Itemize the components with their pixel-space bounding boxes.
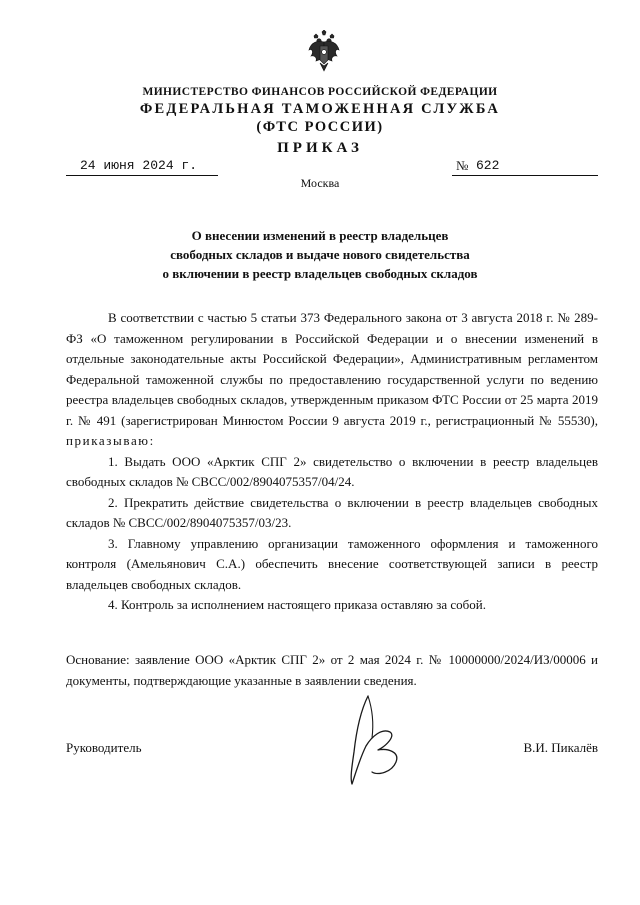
signatory-name: В.И. Пикалёв [523, 740, 598, 755]
order-number: 622 [476, 158, 500, 173]
order-item-1: 1. Выдать ООО «Арктик СПГ 2» свидетельство о включении в реестр владельцев свободных складов № СВСС/002/8904075357/04/24. [66, 453, 598, 489]
ministry-name: МИНИСТЕРСТВО ФИНАНСОВ РОССИЙСКОЙ ФЕДЕРАЦИИ [142, 86, 498, 98]
order-body [66, 308, 598, 616]
coat-of-arms-icon [308, 30, 340, 72]
service-name: ФЕДЕРАЛЬНАЯ ТАМОЖЕННАЯ СЛУЖБА [139, 101, 501, 117]
subject-line-2: свободных складов и выдаче нового свидетельства [170, 247, 470, 262]
order-item-3: 3. Главному управлению организации таможенного оформления и таможенного контроля (Амельянович С.А.) обеспечить внесение соответствующей записи в реестр владельцев свободных складов. [66, 535, 598, 592]
order-word: приказываю: [66, 433, 155, 448]
order-item-4: 4. Контроль за исполнением настоящего приказа оставляю за собой. [108, 597, 486, 612]
service-short-name: (ФТС РОССИИ) [256, 119, 384, 135]
preamble-text: В соответствии с частью 5 статьи 373 Федерального закона от 3 августа 2018 г. № 289-ФЗ «О таможенном регулировании в Российской Федерации и о внесении изменений в отдельные законодательные акты Российской Федерации», Административным регламентом Федеральной таможенной службы по предоставлению государственной услуги по ведению реестра владельцев свободных складов, утвержденным приказом ФТС России от 25 марта 2019 г. № 491 (зарегистрирован Минюстом России 9 августа 2019 г., регистрационный № 55530), [66, 310, 598, 428]
handwritten-signature-icon [338, 692, 410, 788]
subject-line-1: О внесении изменений в реестр владельцев [191, 228, 449, 243]
subject-line-3: о включении в реестр владельцев свободных складов [162, 266, 478, 281]
basis-paragraph: Основание: заявление ООО «Арктик СПГ 2» от 2 мая 2024 г. № 10000000/2024/ИЗ/00006 и документы, подтверждающие указанные в заявлении сведения. [66, 652, 598, 688]
issue-city: Москва [300, 176, 340, 190]
number-sign: № [456, 158, 469, 173]
signatory-title: Руководитель [66, 740, 142, 755]
order-subject [0, 226, 640, 283]
preamble-paragraph [66, 308, 598, 452]
document-type: ПРИКАЗ [277, 140, 363, 156]
order-number-field [452, 157, 598, 176]
order-item-2: 2. Прекратить действие свидетельства о включении в реестр владельцев свободных складов № СВСС/002/8904075357/03/23. [66, 494, 598, 530]
order-date: 24 июня 2024 г. [66, 157, 218, 176]
